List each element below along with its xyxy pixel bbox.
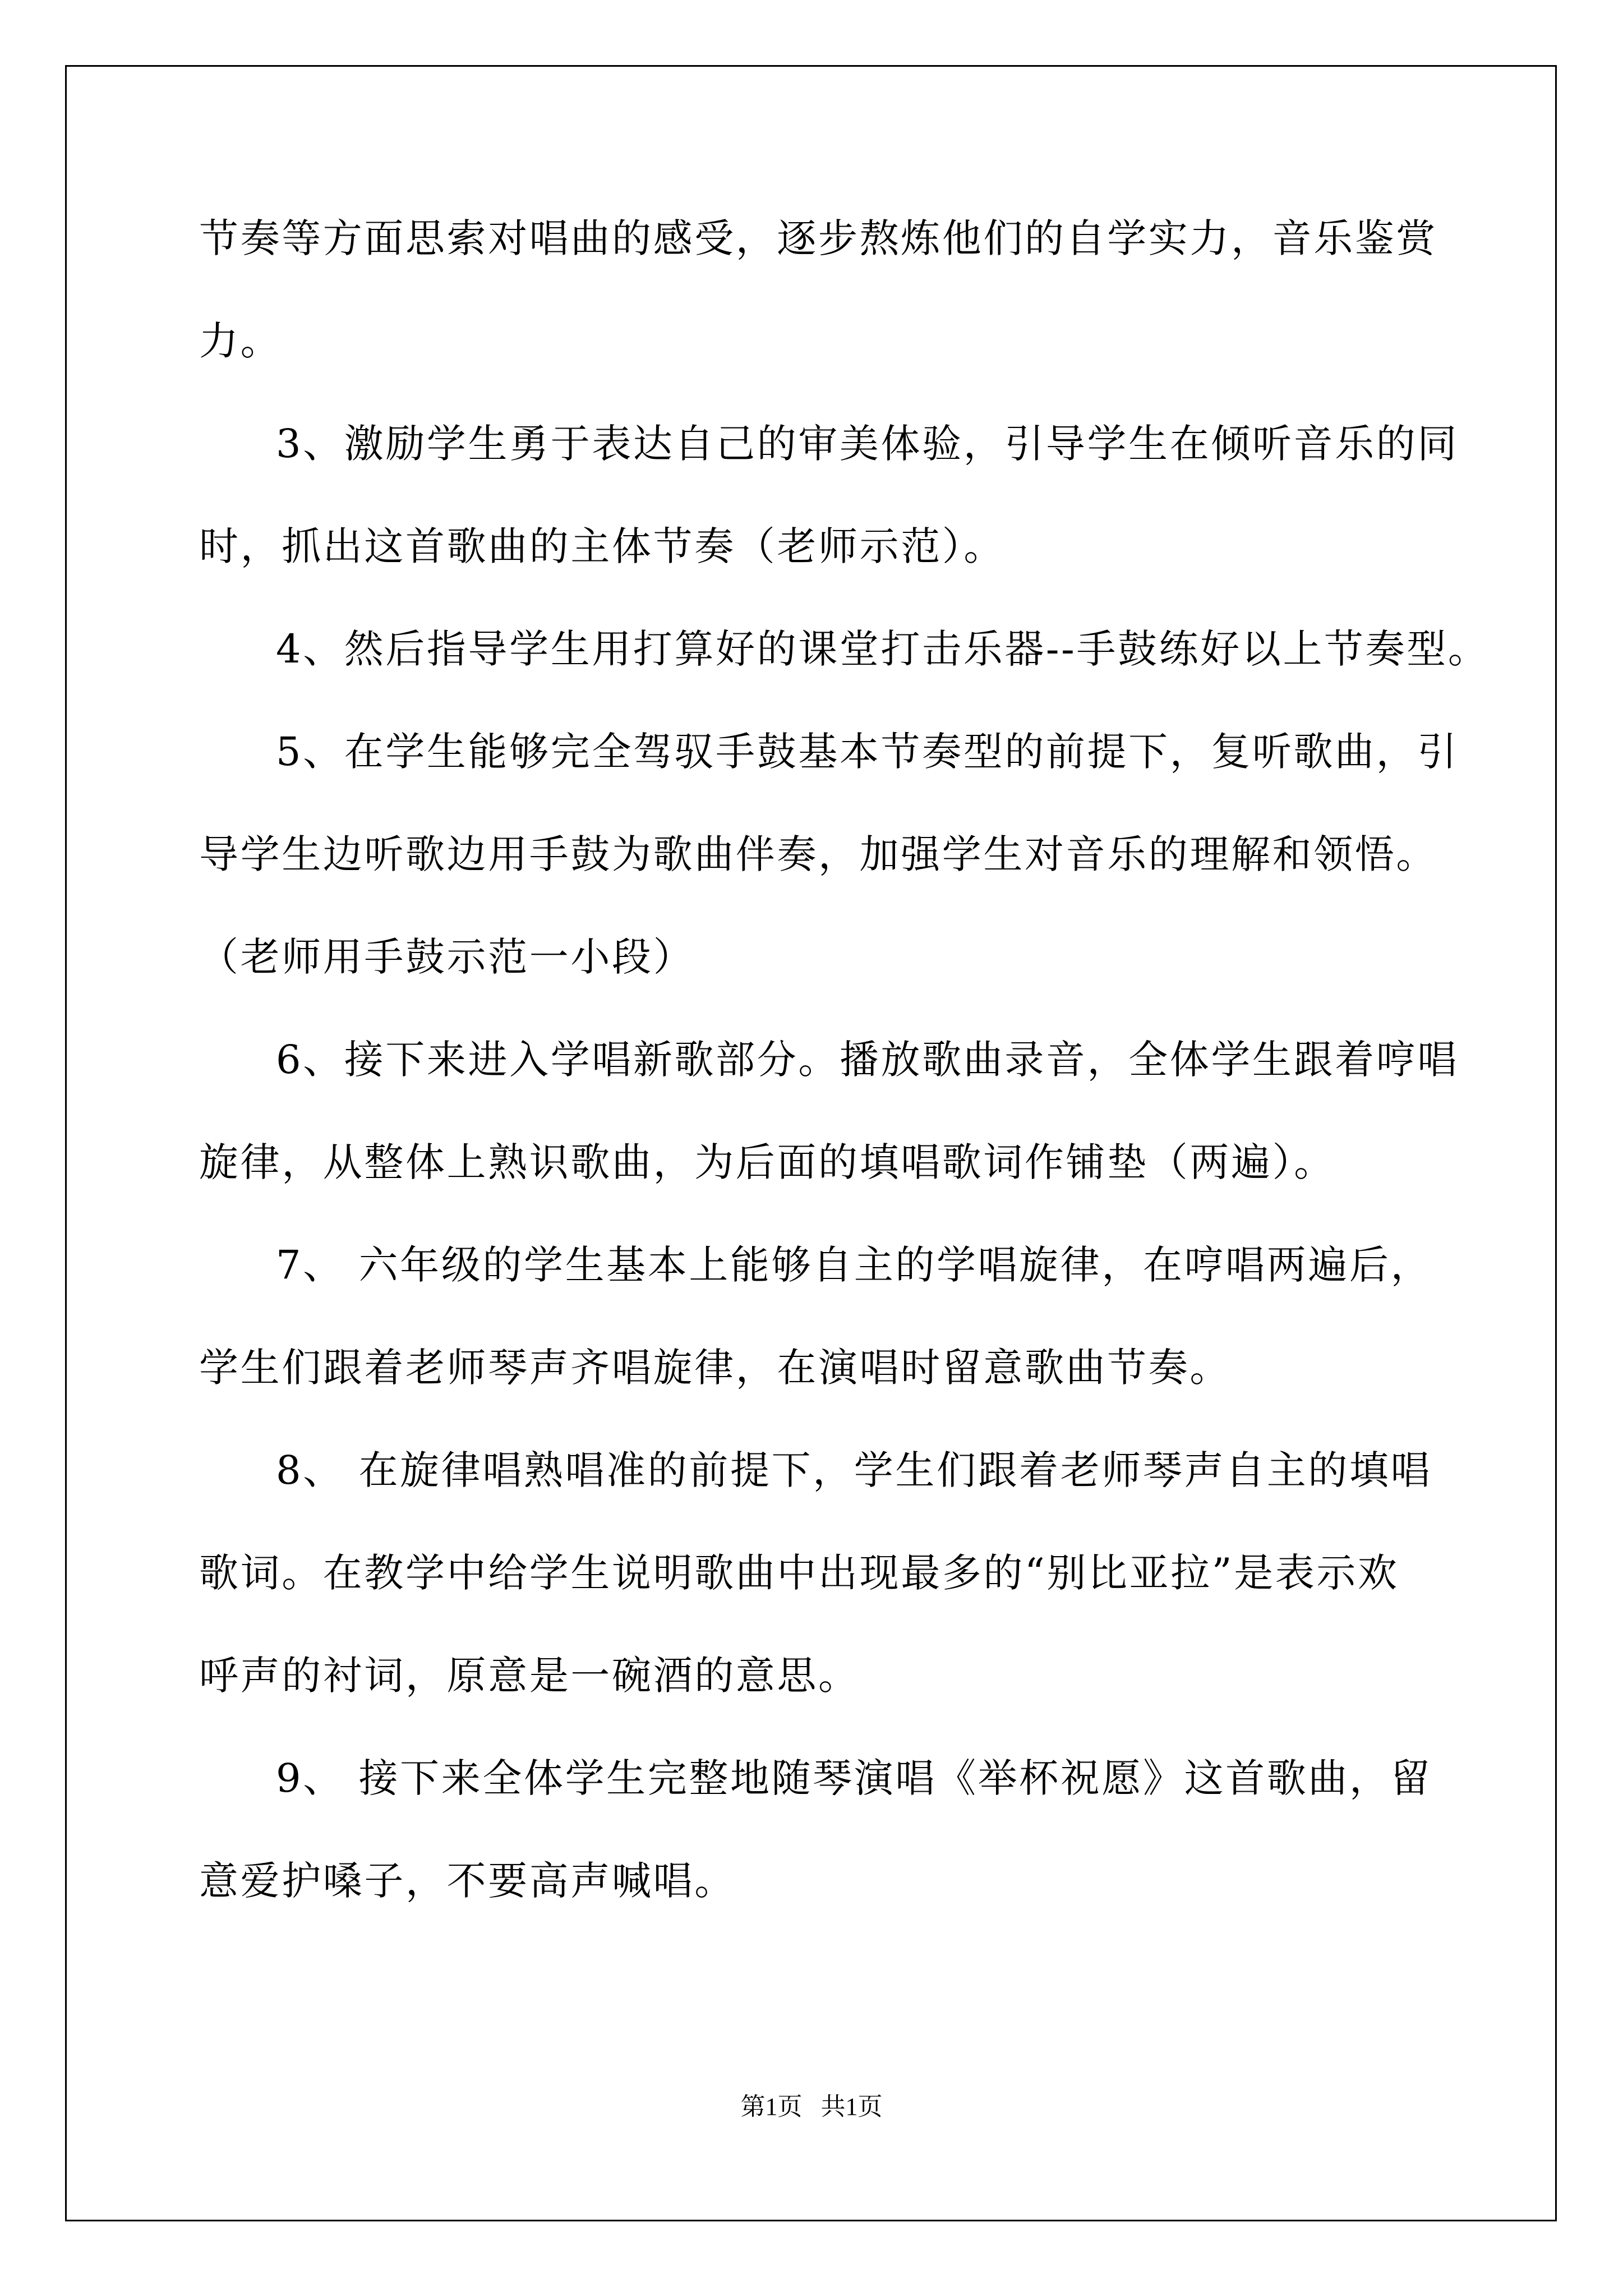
text-line: 节奏等方面思索对唱曲的感受，逐步熬炼他们的自学实力，音乐鉴赏 [199,215,1437,261]
text-line: 意爱护嗓子，不要高声喊唱。 [199,1858,736,1904]
text-line: 7、 六年级的学生基本上能够自主的学唱旋律，在哼唱两遍后， [276,1242,1432,1288]
text-line: 4、然后指导学生用打算好的课堂打击乐器--手鼓练好以上节奏型。 [276,626,1490,672]
text-line: 呼声的衬词，原意是一碗酒的意思。 [199,1653,860,1699]
text-line: 5、在学生能够完全驾驭手鼓基本节奏型的前提下，复听歌曲，引 [276,729,1459,775]
text-line: 9、 接下来全体学生完整地随琴演唱《举杯祝愿》这首歌曲，留 [276,1755,1432,1801]
text-line: 3、激励学生勇于表达自己的审美体验，引导学生在倾听音乐的同 [276,421,1459,467]
text-line: 时，抓出这首歌曲的主体节奏（老师示范）。 [199,523,1005,569]
page-number: 第1页 共1页 [740,2093,883,2120]
text-line: 歌词。在教学中给学生说明歌曲中出现最多的“别比亚拉”是表示欢 [199,1550,1399,1596]
text-line: 学生们跟着老师琴声齐唱旋律，在演唱时留意歌曲节奏。 [199,1345,1231,1391]
text-line: 8、 在旋律唱熟唱准的前提下，学生们跟着老师琴声自主的填唱 [276,1447,1432,1493]
text-line: 导学生边听歌边用手鼓为歌曲伴奏，加强学生对音乐的理解和领悟。 [199,831,1437,877]
text-line: 力。 [199,318,282,364]
text-line: 6、接下来进入学唱新歌部分。播放歌曲录音，全体学生跟着哼唱 [276,1037,1459,1083]
text-line: （老师用手鼓示范一小段） [199,934,695,980]
text-line: 旋律，从整体上熟识歌曲，为后面的填唱歌词作铺垫（两遍）。 [199,1139,1335,1185]
